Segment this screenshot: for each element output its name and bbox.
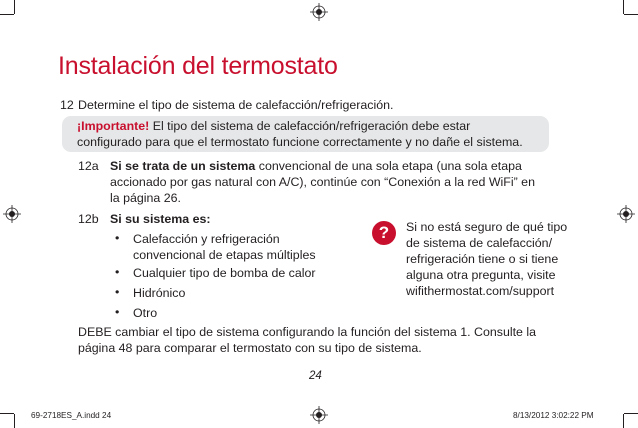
important-text: El tipo del sistema de calefacción/refrigeración debe estar: [149, 119, 471, 133]
step-12b-heading: [110, 211, 211, 228]
step-12-text: Determine el tipo de sistema de calefacción/refrigeración.: [78, 98, 394, 112]
crop-mark: [14, 414, 15, 428]
bullet-icon: •: [115, 285, 120, 299]
help-url[interactable]: wifithermostat.com/support: [406, 284, 555, 298]
help-text-line: refrigeración tiene o si tiene: [406, 252, 559, 266]
bullet-icon: •: [115, 265, 120, 279]
step-12a-text: convencional de una sola etapa (una sola etapa: [255, 159, 522, 173]
footer-datetime: 8/13/2012 3:02:22 PM: [513, 411, 594, 420]
list-item: Cualquier tipo de bomba de calor: [133, 266, 316, 280]
registration-mark-icon: [310, 406, 328, 424]
step-12b-number: 12b: [78, 212, 99, 226]
step-12b-heading-text: Si su sistema es:: [110, 212, 211, 226]
page-number: 24: [309, 370, 322, 382]
registration-mark-icon: [617, 205, 635, 223]
list-item-continued: convencional de etapas múltiples: [133, 248, 316, 262]
bullet-icon: •: [115, 305, 120, 319]
crop-mark: [0, 14, 14, 15]
important-note-line-1: [77, 118, 470, 135]
step-12a-line-2: accionado por gas natural con A/C), continúe con “Conexión a la red WiFi” en: [110, 175, 535, 189]
bullet-icon: •: [115, 231, 120, 245]
important-label: ¡Importante!: [77, 119, 150, 133]
help-text-line: de sistema de calefacción/: [406, 236, 553, 250]
help-text-line: Si no está seguro de qué tipo: [406, 220, 568, 234]
crop-mark: [14, 0, 15, 14]
step-12a-line-1: [110, 158, 522, 175]
closing-line-1: DEBE cambiar el tipo de sistema configurando la función del sistema 1. Consulte la: [78, 325, 537, 339]
crop-mark: [0, 413, 14, 414]
list-item: Hidrónico: [133, 286, 186, 300]
step-12a-line-3: la página 26.: [110, 191, 181, 205]
footer-file-info: 69-2718ES_A.indd 24: [31, 411, 112, 420]
registration-mark-icon: [310, 3, 328, 21]
help-text-line: alguna otra pregunta, visite: [406, 268, 556, 282]
crop-mark: [624, 14, 638, 15]
list-item: Otro: [133, 306, 158, 320]
registration-mark-icon: [3, 205, 21, 223]
step-12a-bold: Si se trata de un sistema: [110, 159, 256, 173]
crop-mark: [624, 413, 638, 414]
page-title: Instalación del termostato: [58, 52, 338, 80]
important-note-line-2: configurado para que el termostato funcione correctamente y no dañe el sistema.: [77, 135, 523, 149]
question-icon: ?: [372, 221, 396, 245]
list-item: Calefacción y refrigeración: [133, 232, 280, 246]
crop-mark: [623, 414, 624, 428]
step-12-number: 12: [60, 98, 74, 112]
step-12a-number: 12a: [78, 159, 99, 173]
crop-mark: [623, 0, 624, 14]
closing-line-2: página 48 para comparar el termostato con su tipo de sistema.: [78, 341, 422, 355]
